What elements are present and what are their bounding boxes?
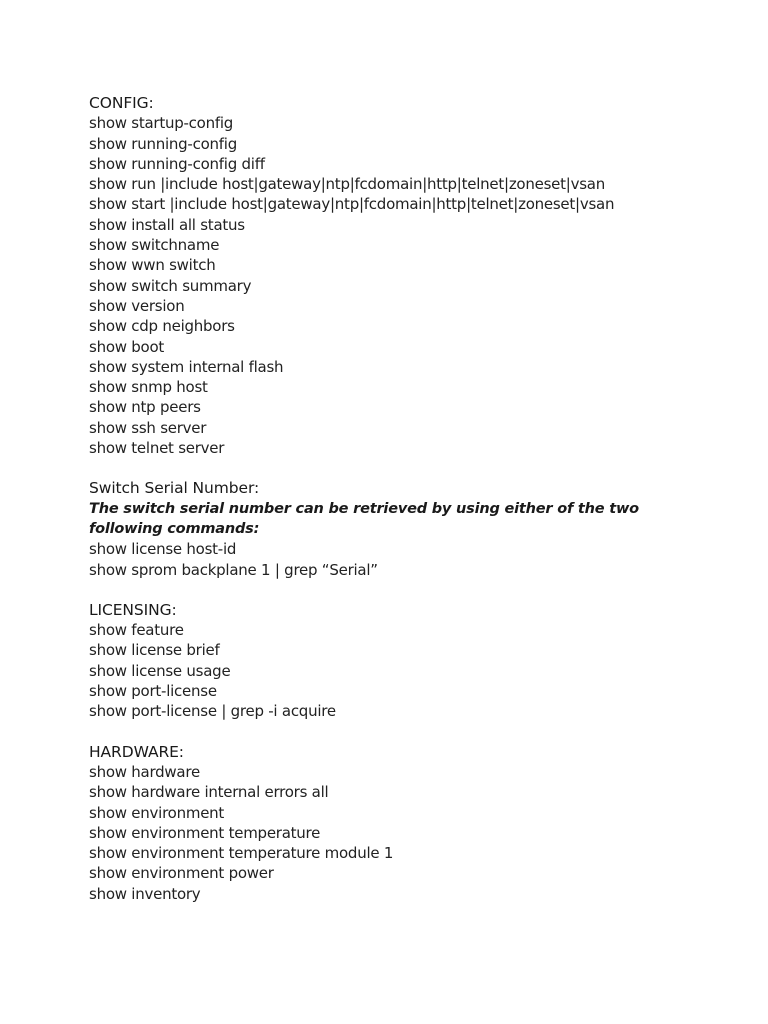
command-line: show environment temperature module 1 [89, 844, 394, 863]
config-heading: CONFIG: [89, 94, 154, 112]
command-line: show environment power [89, 864, 274, 883]
command-line: show ntp peers [89, 398, 201, 417]
hardware-heading: HARDWARE: [89, 742, 184, 761]
command-line: show license usage [89, 661, 231, 680]
command-line: show ssh server [89, 418, 207, 437]
command-line: show port-license [89, 682, 217, 701]
command-line: show hardware [89, 762, 200, 781]
command-line: show wwn switch [89, 256, 216, 275]
command-line: show snmp host [89, 378, 208, 397]
serial-note: The switch serial number can be retrieved by using either of the two following commands: [89, 500, 639, 537]
command-line: show hardware internal errors all [89, 783, 329, 802]
command-line: show running-config [89, 134, 237, 153]
command-line: show boot [89, 337, 165, 356]
command-line: show switchname [89, 236, 220, 255]
command-line: show sprom backplane 1 | grep “Serial” [89, 560, 378, 579]
command-line: show start |include host|gateway|ntp|fcdomain|http|telnet|zoneset|vsan [89, 195, 615, 214]
config-section [89, 93, 709, 458]
command-line: show startup-config [89, 114, 234, 133]
serial-heading: Switch Serial Number: [89, 479, 260, 498]
command-line: show version [89, 296, 185, 315]
licensing-heading: LICENSING: [89, 600, 177, 619]
command-line: show install all status [89, 215, 245, 234]
document-page [89, 93, 709, 904]
command-line: show inventory [89, 884, 201, 903]
command-line: show running-config diff [89, 154, 265, 173]
command-line: show port-license | grep -i acquire [89, 702, 336, 721]
command-line: show system internal flash [89, 357, 284, 376]
command-line: show environment [89, 803, 225, 822]
command-line: show cdp neighbors [89, 317, 235, 336]
serial-section [89, 478, 709, 579]
command-line: show environment temperature [89, 823, 321, 842]
command-line: show license brief [89, 641, 220, 660]
command-line: show telnet server [89, 439, 225, 458]
hardware-section [89, 742, 709, 904]
command-line: show license host-id [89, 540, 237, 559]
command-line: show feature [89, 621, 184, 640]
command-line: show switch summary [89, 276, 252, 295]
command-line: show run |include host|gateway|ntp|fcdomain|http|telnet|zoneset|vsan [89, 175, 605, 194]
licensing-section [89, 600, 709, 722]
